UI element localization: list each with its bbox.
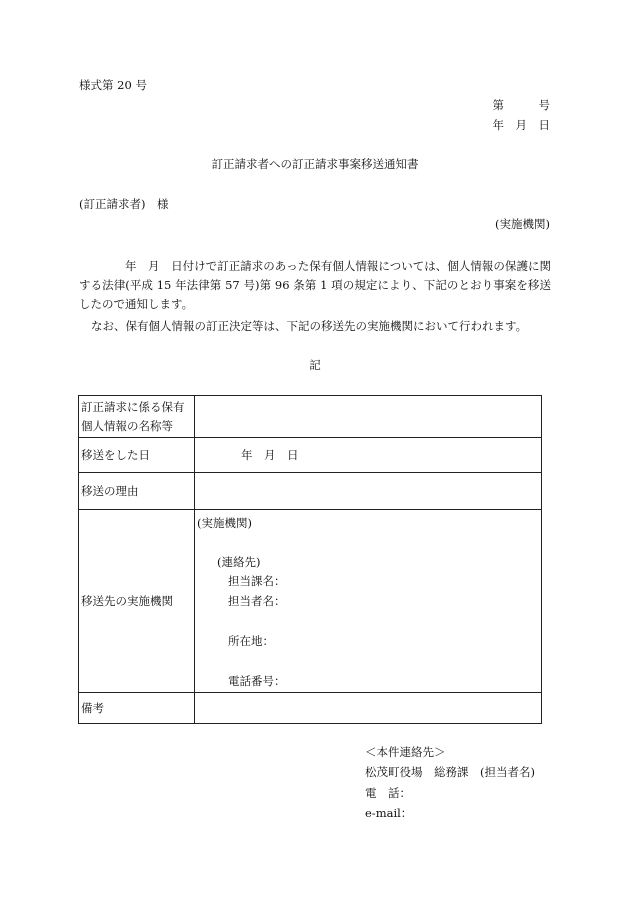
record-name-label-line-2: 個人情報の名称等 bbox=[81, 419, 173, 433]
transfer-date-text: 年 月 日 bbox=[241, 447, 299, 462]
table-row bbox=[79, 473, 542, 510]
transfer-details-table bbox=[78, 395, 542, 724]
destination-contact-heading: (連絡先) bbox=[217, 555, 261, 569]
destination-department: 担当課名： bbox=[228, 574, 286, 588]
transfer-date-value[interactable] bbox=[195, 438, 542, 473]
contact-tel: 電 話： bbox=[365, 786, 411, 800]
transfer-reason-value[interactable] bbox=[195, 473, 542, 510]
destination-phone: 電話番号： bbox=[228, 674, 286, 688]
record-name-label-line-1: 訂正請求に係る保有 bbox=[81, 400, 185, 414]
transfer-reason-label: 移送の理由 bbox=[79, 473, 195, 510]
form-number: 様式第 20 号 bbox=[79, 78, 147, 92]
addressee: (訂正請求者) 様 bbox=[79, 197, 169, 211]
table-row bbox=[79, 510, 542, 693]
table-row bbox=[79, 438, 542, 473]
ki-label: 記 bbox=[309, 358, 321, 372]
transfer-date-label: 移送をした日 bbox=[79, 438, 195, 473]
body-paragraph-1: 年 月 日付けで訂正請求のあった保有個人情報については、個人情報の保護に関する法律(平成 15 年法律第 57 号)第 96 条第 1 項の規定により、下記のとおり事案を移送したので通知します。 bbox=[79, 259, 551, 311]
contact-email: e-mail： bbox=[365, 806, 413, 820]
record-name-label bbox=[79, 396, 195, 438]
document-title: 訂正請求者への訂正請求事案移送通知書 bbox=[211, 157, 419, 171]
record-name-value[interactable] bbox=[195, 396, 542, 438]
document-number: 第 号 bbox=[492, 98, 550, 112]
destination-agency-value[interactable] bbox=[195, 510, 542, 693]
document-date: 年 月 日 bbox=[492, 118, 550, 132]
table-row bbox=[79, 693, 542, 724]
destination-agency-label: 移送先の実施機関 bbox=[79, 510, 195, 693]
contact-office: 松茂町役場 総務課 (担当者名) bbox=[365, 765, 535, 779]
destination-address: 所在地： bbox=[228, 634, 274, 648]
table-row bbox=[79, 396, 542, 438]
remarks-value[interactable] bbox=[195, 693, 542, 724]
destination-agency-name: (実施機関) bbox=[197, 516, 252, 530]
remarks-label: 備考 bbox=[79, 693, 195, 724]
destination-person: 担当者名： bbox=[228, 594, 286, 608]
contact-heading: ＜本件連絡先＞ bbox=[365, 745, 446, 759]
body-paragraph-2: なお、保有個人情報の訂正決定等は、下記の移送先の実施機関において行われます。 bbox=[91, 319, 528, 333]
sender-agency: (実施機関) bbox=[495, 217, 550, 231]
